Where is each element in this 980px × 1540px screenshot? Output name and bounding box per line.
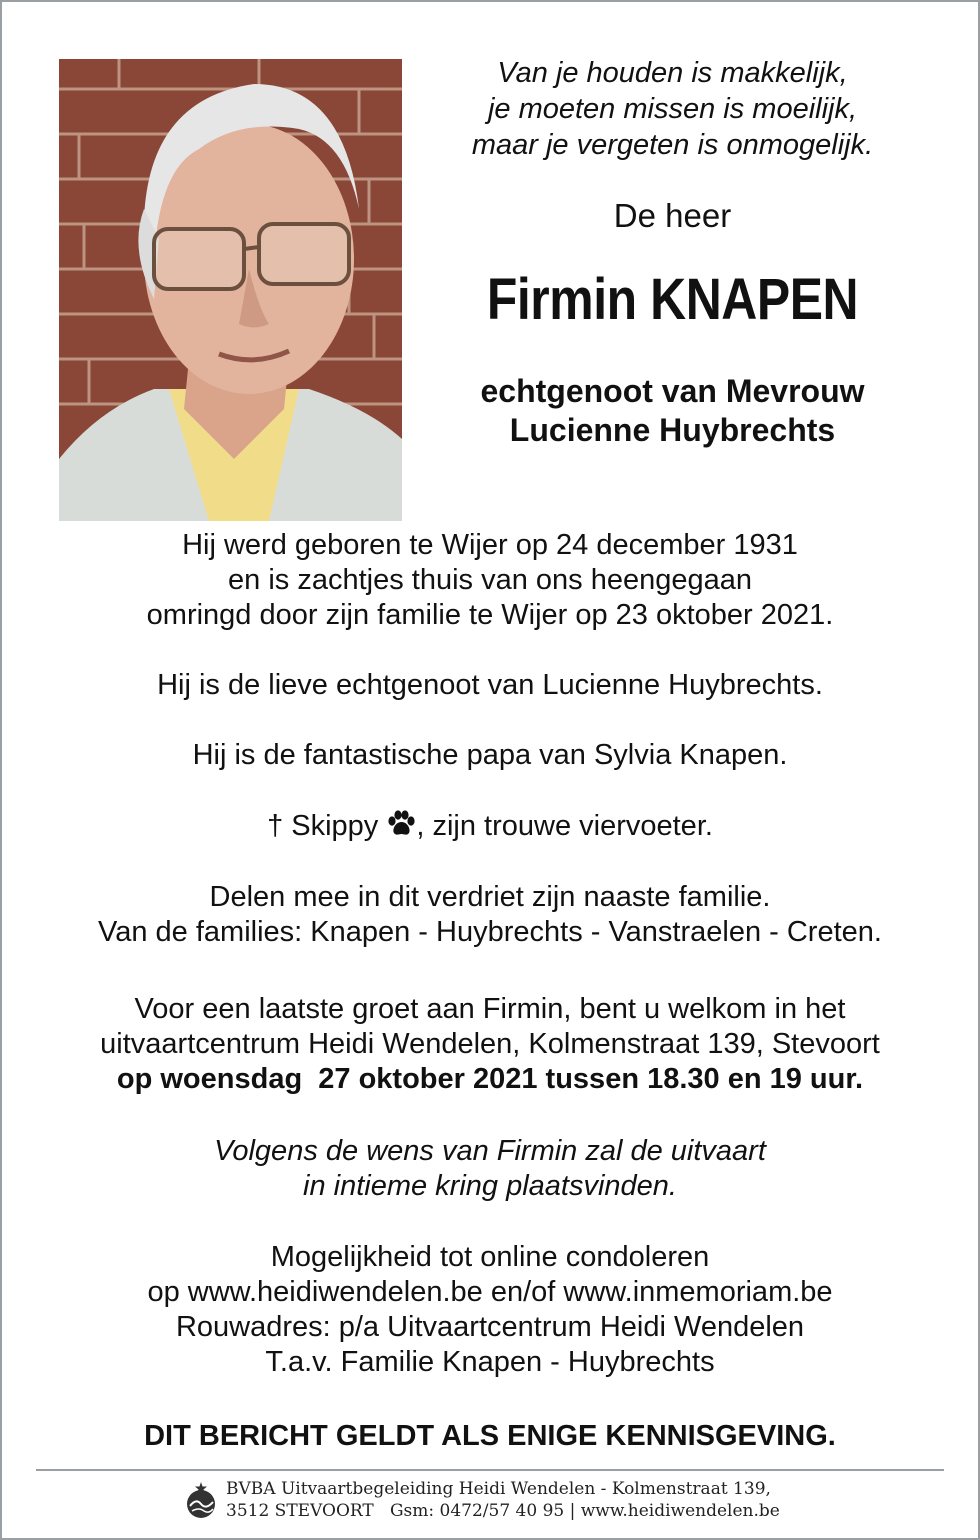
spouse-info: [420, 372, 925, 450]
visit-paragraph: [0, 992, 980, 1097]
visit-line: Voor een laatste groet aan Firmin, bent u welkom in het: [134, 993, 846, 1025]
footer-divider: [36, 1469, 944, 1471]
condolence-line: Mogelijkheid tot online condoleren: [270, 1241, 710, 1273]
condolence-line: op www.heidiwendelen.be en/of www.inmemoriam.be: [147, 1276, 833, 1308]
poem: [420, 55, 925, 163]
spouse-line: echtgenoot van Mevrouw: [480, 373, 865, 409]
honorific: De heer: [613, 197, 732, 234]
visit-date: op woensdag 27 oktober 2021 tussen 18.30 en 19 uur.: [116, 1063, 864, 1095]
address-line: Rouwadres: p/a Uitvaartcentrum Heidi Wendelen: [175, 1311, 805, 1343]
deceased-name: Firmin KNAPEN: [486, 267, 859, 332]
notice-statement: DIT BERICHT GELDT ALS ENIGE KENNISGEVING.: [144, 1420, 836, 1452]
address-line: T.a.v. Familie Knapen - Huybrechts: [265, 1346, 715, 1378]
birth-paragraph: [0, 528, 980, 633]
papa-paragraph: Hij is de fantastische papa van Sylvia Knapen.: [192, 739, 788, 771]
visit-line: uitvaartcentrum Heidi Wendelen, Kolmenstraat 139, Stevoort: [100, 1028, 880, 1060]
family-line: Delen mee in dit verdriet zijn naaste familie.: [209, 881, 771, 913]
wish-line: in intieme kring plaatsvinden.: [303, 1170, 677, 1202]
condolence-paragraph: [0, 1240, 980, 1380]
poem-line: Van je houden is makkelijk,: [497, 57, 848, 89]
dog-description: , zijn trouwe viervoeter.: [416, 810, 713, 842]
dog-paragraph: [0, 809, 980, 844]
dog-name: † Skippy: [267, 810, 379, 842]
spouse-line: Lucienne Huybrechts: [509, 412, 836, 448]
birth-line: Hij werd geboren te Wijer op 24 december 1931: [182, 529, 798, 561]
birth-line: omringd door zijn familie te Wijer op 23 oktober 2021.: [146, 599, 834, 631]
funeral-home-logo-icon: [184, 1480, 218, 1520]
birth-line: en is zachtjes thuis van ons heengegaan: [228, 564, 752, 596]
wife-paragraph: Hij is de lieve echtgenoot van Lucienne Huybrechts.: [157, 669, 823, 701]
footer: [184, 1478, 804, 1522]
paw-icon: [386, 810, 416, 838]
poem-line: je moeten missen is moeilijk,: [487, 93, 858, 125]
footer-line: BVBA Uitvaartbegeleiding Heidi Wendelen - Kolmenstraat 139,: [226, 1479, 771, 1499]
wish-paragraph: [0, 1134, 980, 1204]
family-paragraph: [0, 880, 980, 950]
footer-line: 3512 STEVOORT Gsm: 0472/57 40 95 | www.heidiwendelen.be: [226, 1501, 780, 1521]
wish-line: Volgens de wens van Firmin zal de uitvaart: [214, 1135, 766, 1167]
poem-line: maar je vergeten is onmogelijk.: [471, 129, 874, 161]
family-line: Van de families: Knapen - Huybrechts - Vanstraelen - Creten.: [98, 916, 882, 948]
portrait-photo: [59, 59, 402, 521]
